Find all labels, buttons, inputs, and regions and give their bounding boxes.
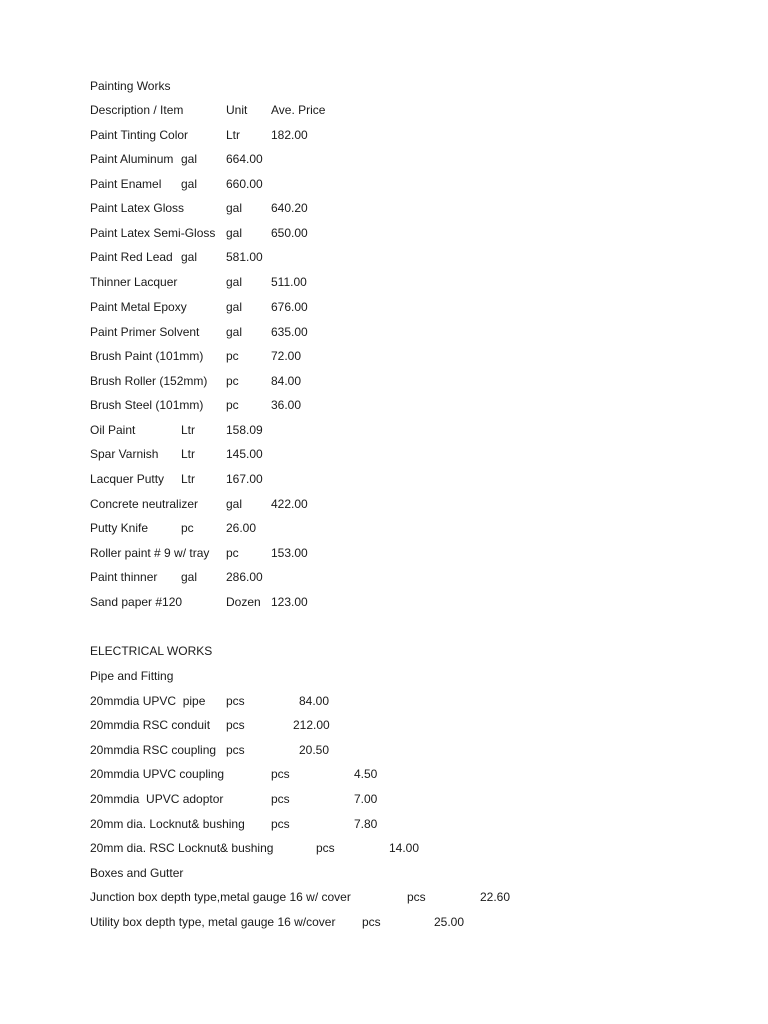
table-row	[90, 815, 378, 833]
table-row	[90, 495, 308, 513]
item-unit: Ltr	[181, 423, 196, 437]
item-description: Brush Roller (152mm)	[90, 374, 208, 388]
item-price: 36.00	[271, 398, 302, 412]
table-row	[90, 396, 302, 414]
item-unit: pcs	[316, 841, 335, 855]
item-unit: pc	[226, 349, 239, 363]
item-description: Oil Paint	[90, 423, 136, 437]
table-row	[90, 347, 302, 365]
item-unit: pcs	[362, 915, 381, 929]
item-unit: gal	[181, 250, 198, 264]
table-row	[90, 888, 511, 906]
item-unit: gal	[226, 300, 243, 314]
subsection-title-pipe: Pipe and Fitting	[90, 669, 174, 683]
item-description: Sand paper #120	[90, 595, 183, 609]
item-description: Brush Steel (101mm)	[90, 398, 204, 412]
item-description: Lacquer Putty	[90, 472, 165, 486]
item-description: 20mmdia UPVC pipe	[90, 694, 206, 708]
item-description: Paint Aluminum	[90, 152, 174, 166]
table-row	[90, 692, 330, 710]
item-unit: Ltr	[181, 472, 196, 486]
item-description: Paint Latex Gloss	[90, 201, 185, 215]
item-unit: gal	[181, 177, 198, 191]
item-price: 182.00	[271, 128, 308, 142]
item-unit: pcs	[226, 718, 245, 732]
item-unit: pcs	[226, 694, 245, 708]
item-unit: pcs	[226, 743, 245, 757]
header-price: Ave. Price	[271, 103, 326, 117]
table-row	[90, 765, 378, 783]
item-description: 20mmdia RSC conduit	[90, 718, 211, 732]
item-price: 581.00	[226, 250, 263, 264]
item-unit: gal	[226, 325, 243, 339]
table-row	[90, 593, 308, 611]
item-description: Paint Metal Epoxy	[90, 300, 187, 314]
item-unit: pcs	[271, 817, 290, 831]
item-description: 20mm dia. Locknut& bushing	[90, 817, 245, 831]
section-title-electrical: ELECTRICAL WORKS	[90, 644, 213, 658]
table-row	[90, 273, 307, 291]
item-unit: pcs	[271, 792, 290, 806]
item-price: 635.00	[271, 325, 308, 339]
table-row	[90, 126, 308, 144]
item-description: Spar Varnish	[90, 447, 159, 461]
item-unit: Ltr	[226, 128, 241, 142]
table-row	[90, 248, 263, 266]
item-price: 4.50	[354, 767, 378, 781]
item-price: 422.00	[271, 497, 308, 511]
item-price: 640.20	[271, 201, 308, 215]
item-description: Paint thinner	[90, 570, 158, 584]
item-description: Paint Tinting Color	[90, 128, 189, 142]
item-description: 20mm dia. RSC Locknut& bushing	[90, 841, 274, 855]
item-unit: gal	[226, 275, 243, 289]
item-price: 14.00	[389, 841, 420, 855]
item-unit: Dozen	[226, 595, 261, 609]
section-title-painting: Painting Works	[90, 79, 171, 93]
subsection-title-boxes: Boxes and Gutter	[90, 866, 184, 880]
item-price: 664.00	[226, 152, 263, 166]
item-unit: pc	[181, 521, 194, 535]
item-description: Roller paint # 9 w/ tray	[90, 546, 210, 560]
item-unit: gal	[226, 497, 243, 511]
table-row	[90, 372, 302, 390]
item-price: 511.00	[271, 275, 307, 289]
item-price: 123.00	[271, 595, 308, 609]
item-price: 25.00	[434, 915, 465, 929]
item-price: 660.00	[226, 177, 263, 191]
item-price: 650.00	[271, 226, 308, 240]
table-row	[90, 421, 263, 439]
item-description: Thinner Lacquer	[90, 275, 178, 289]
item-unit: gal	[226, 226, 243, 240]
item-price: 153.00	[271, 546, 308, 560]
item-description: Paint Primer Solvent	[90, 325, 200, 339]
item-description: 20mmdia RSC coupling	[90, 743, 217, 757]
item-description: Brush Paint (101mm)	[90, 349, 204, 363]
item-price: 212.00	[293, 718, 330, 732]
table-header	[90, 101, 326, 119]
table-row	[90, 741, 330, 759]
item-unit: pc	[226, 374, 239, 388]
item-price: 158.09	[226, 423, 263, 437]
item-unit: gal	[181, 570, 198, 584]
item-unit: gal	[181, 152, 198, 166]
item-price: 167.00	[226, 472, 263, 486]
table-row	[90, 913, 465, 931]
item-description: Utility box depth type, metal gauge 16 w/cover	[90, 915, 336, 929]
table-row	[90, 298, 308, 316]
item-price: 145.00	[226, 447, 263, 461]
table-row	[90, 175, 263, 193]
table-row	[90, 323, 308, 341]
header-unit: Unit	[226, 103, 248, 117]
item-price: 26.00	[226, 521, 257, 535]
item-unit: pcs	[271, 767, 290, 781]
table-row	[90, 544, 308, 562]
item-description: Paint Enamel	[90, 177, 162, 191]
table-row	[90, 150, 263, 168]
item-description: Paint Red Lead	[90, 250, 173, 264]
header-description: Description / Item	[90, 103, 184, 117]
table-row	[90, 568, 263, 586]
table-row	[90, 519, 257, 537]
item-description: 20mmdia UPVC adoptor	[90, 792, 224, 806]
table-row	[90, 716, 330, 734]
item-price: 286.00	[226, 570, 263, 584]
item-price: 84.00	[299, 694, 330, 708]
item-description: Putty Knife	[90, 521, 149, 535]
item-unit: pc	[226, 398, 239, 412]
item-price: 20.50	[299, 743, 330, 757]
item-price: 676.00	[271, 300, 308, 314]
table-row	[90, 839, 420, 857]
item-description: 20mmdia UPVC coupling	[90, 767, 225, 781]
item-unit: Ltr	[181, 447, 196, 461]
item-price: 22.60	[480, 890, 511, 904]
item-price: 7.80	[354, 817, 378, 831]
table-row	[90, 445, 263, 463]
item-unit: pcs	[407, 890, 426, 904]
item-description: Junction box depth type,metal gauge 16 w/ cover	[90, 890, 351, 904]
table-row	[90, 224, 308, 242]
item-unit: gal	[226, 201, 243, 215]
table-row	[90, 470, 263, 488]
item-price: 84.00	[271, 374, 302, 388]
table-row	[90, 199, 308, 217]
table-row	[90, 790, 378, 808]
item-description: Concrete neutralizer	[90, 497, 199, 511]
item-price: 7.00	[354, 792, 378, 806]
item-price: 72.00	[271, 349, 302, 363]
item-unit: pc	[226, 546, 239, 560]
item-description: Paint Latex Semi-Gloss	[90, 226, 216, 240]
